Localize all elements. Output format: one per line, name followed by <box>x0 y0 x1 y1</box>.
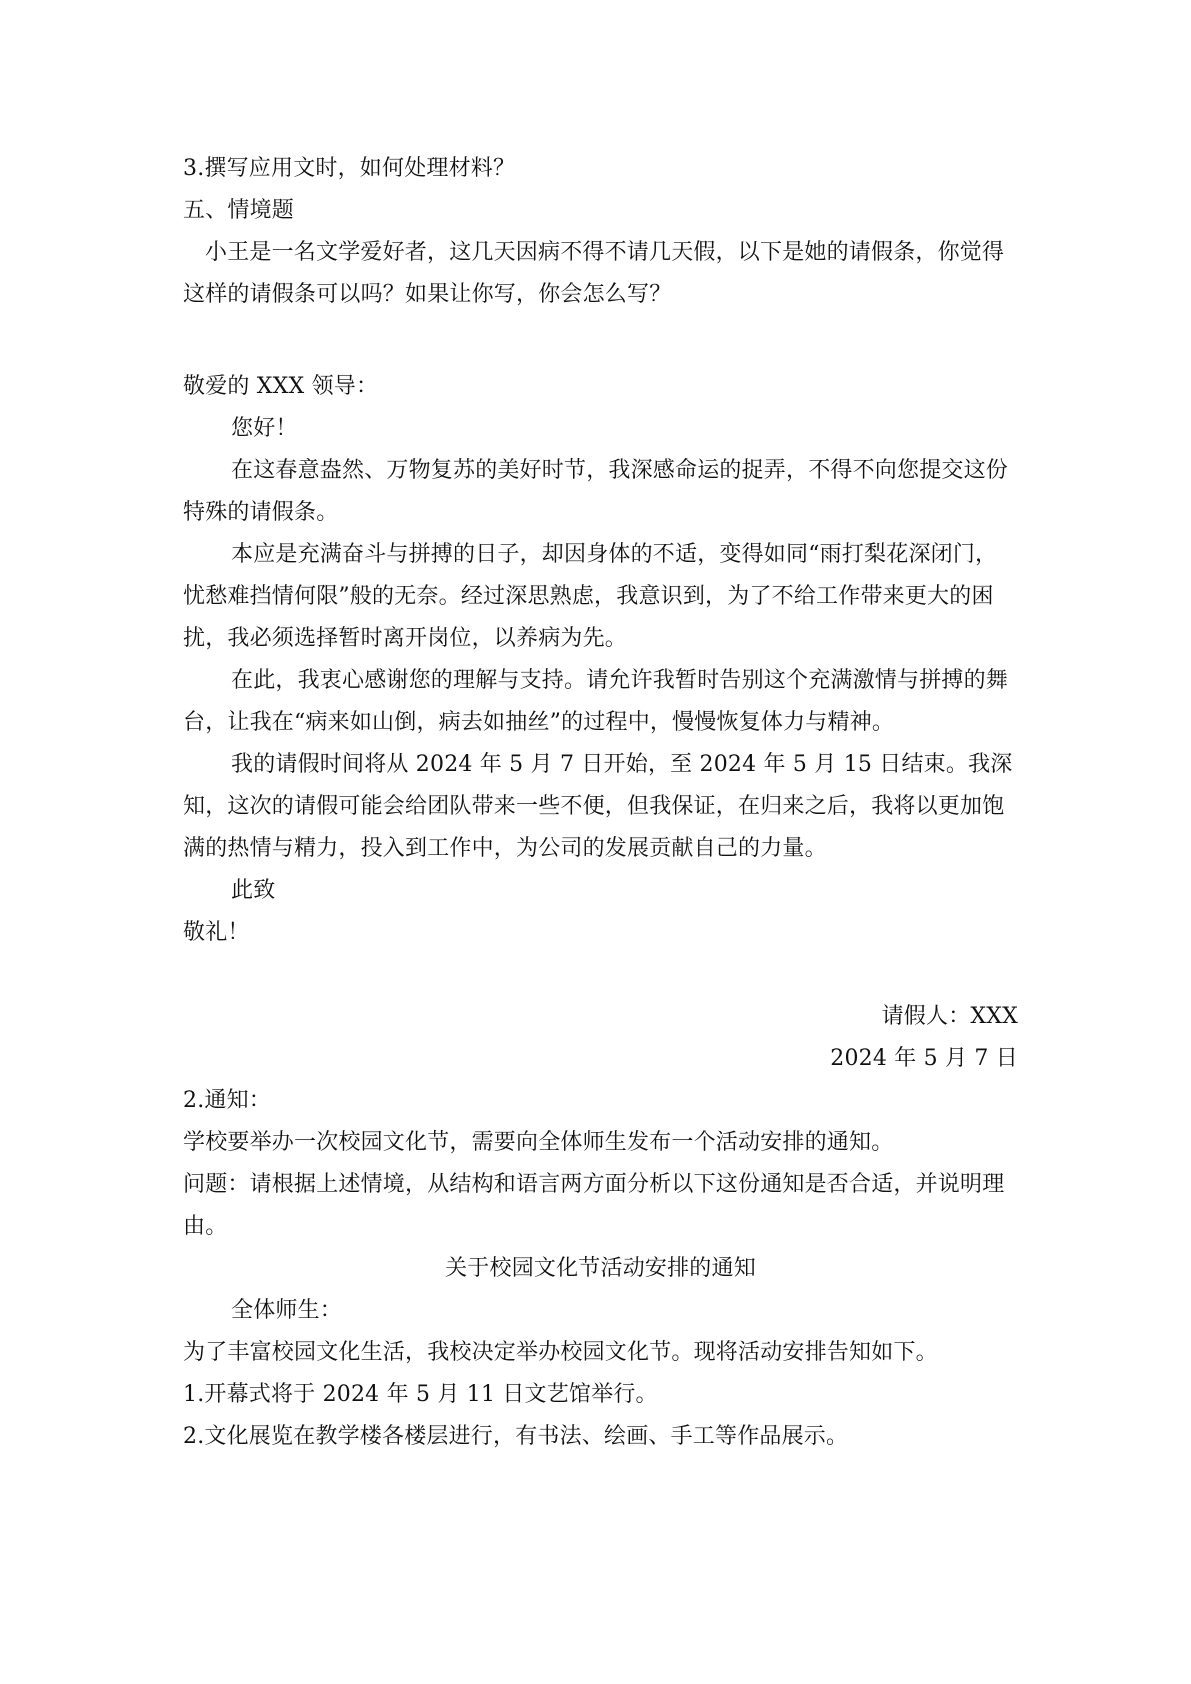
notice-intro: 为了丰富校园文化生活，我校决定举办校园文化节。现将活动安排告知如下。 <box>183 1340 938 1365</box>
scenario-intro: 小王是一名文学爱好者，这几天因病不得不请几天假，以下是她的请假条，你觉得这样的请假条可以吗？如果让你写，你会怎么写？ <box>183 240 1005 307</box>
leave-note-closing-2: 敬礼！ <box>183 920 250 945</box>
notice-item-1: 1.开幕式将于 2024 年 5 月 11 日文艺馆举行。 <box>183 1382 658 1407</box>
leave-note-date: 2024 年 5 月 7 日 <box>830 1046 1018 1071</box>
question-2-prompt: 问题：请根据上述情境，从结构和语言两方面分析以下这份通知是否合适，并说明理由。 <box>183 1172 1005 1239</box>
leave-note-salutation: 敬爱的 XXX 领导： <box>183 374 379 399</box>
notice-item-2: 2.文化展览在教学楼各楼层进行，有书法、绘画、手工等作品展示。 <box>183 1424 849 1449</box>
leave-note-closing-1: 此致 <box>231 878 276 903</box>
notice-title: 关于校园文化节活动安排的通知 <box>445 1256 756 1281</box>
question-2-context: 学校要举办一次校园文化节，需要向全体师生发布一个活动安排的通知。 <box>183 1130 894 1155</box>
question-2-title: 2.通知： <box>183 1088 271 1113</box>
leave-note-paragraph-1: 在这春意盎然、万物复苏的美好时节，我深感命运的捉弄，不得不向您提交这份特殊的请假条。 <box>183 458 1009 525</box>
leave-note-paragraph-4: 我的请假时间将从 2024 年 5 月 7 日开始，至 2024 年 5 月 15 日结束。我深知，这次的请假可能会给团队带来一些不便，但我保证，在归来之后，我将以更加饱满的热情与精力，投入到工作中，为公司的发展贡献自己的力量。 <box>183 752 1013 861</box>
leave-note-paragraph-3: 在此，我衷心感谢您的理解与支持。请允许我暂时告别这个充满激情与拼搏的舞台，让我在“病来如山倒，病去如抽丝”的过程中，慢慢恢复体力与精神。 <box>183 668 1009 735</box>
question-3: 3.撰写应用文时，如何处理材料？ <box>183 156 516 181</box>
notice-salutation: 全体师生： <box>231 1298 343 1323</box>
leave-note-signature: 请假人：XXX <box>881 1004 1018 1029</box>
section-title: 五、情境题 <box>183 198 295 223</box>
document-body <box>183 148 1018 1458</box>
leave-note-paragraph-2: 本应是充满奋斗与拼搏的日子，却因身体的不适，变得如同“雨打梨花深闭门，忧愁难挡情何限”般的无奈。经过深思熟虑，我意识到，为了不给工作带来更大的困扰，我必须选择暂时离开岗位，以养病为先。 <box>183 542 998 651</box>
leave-note-greeting: 您好！ <box>231 416 298 441</box>
